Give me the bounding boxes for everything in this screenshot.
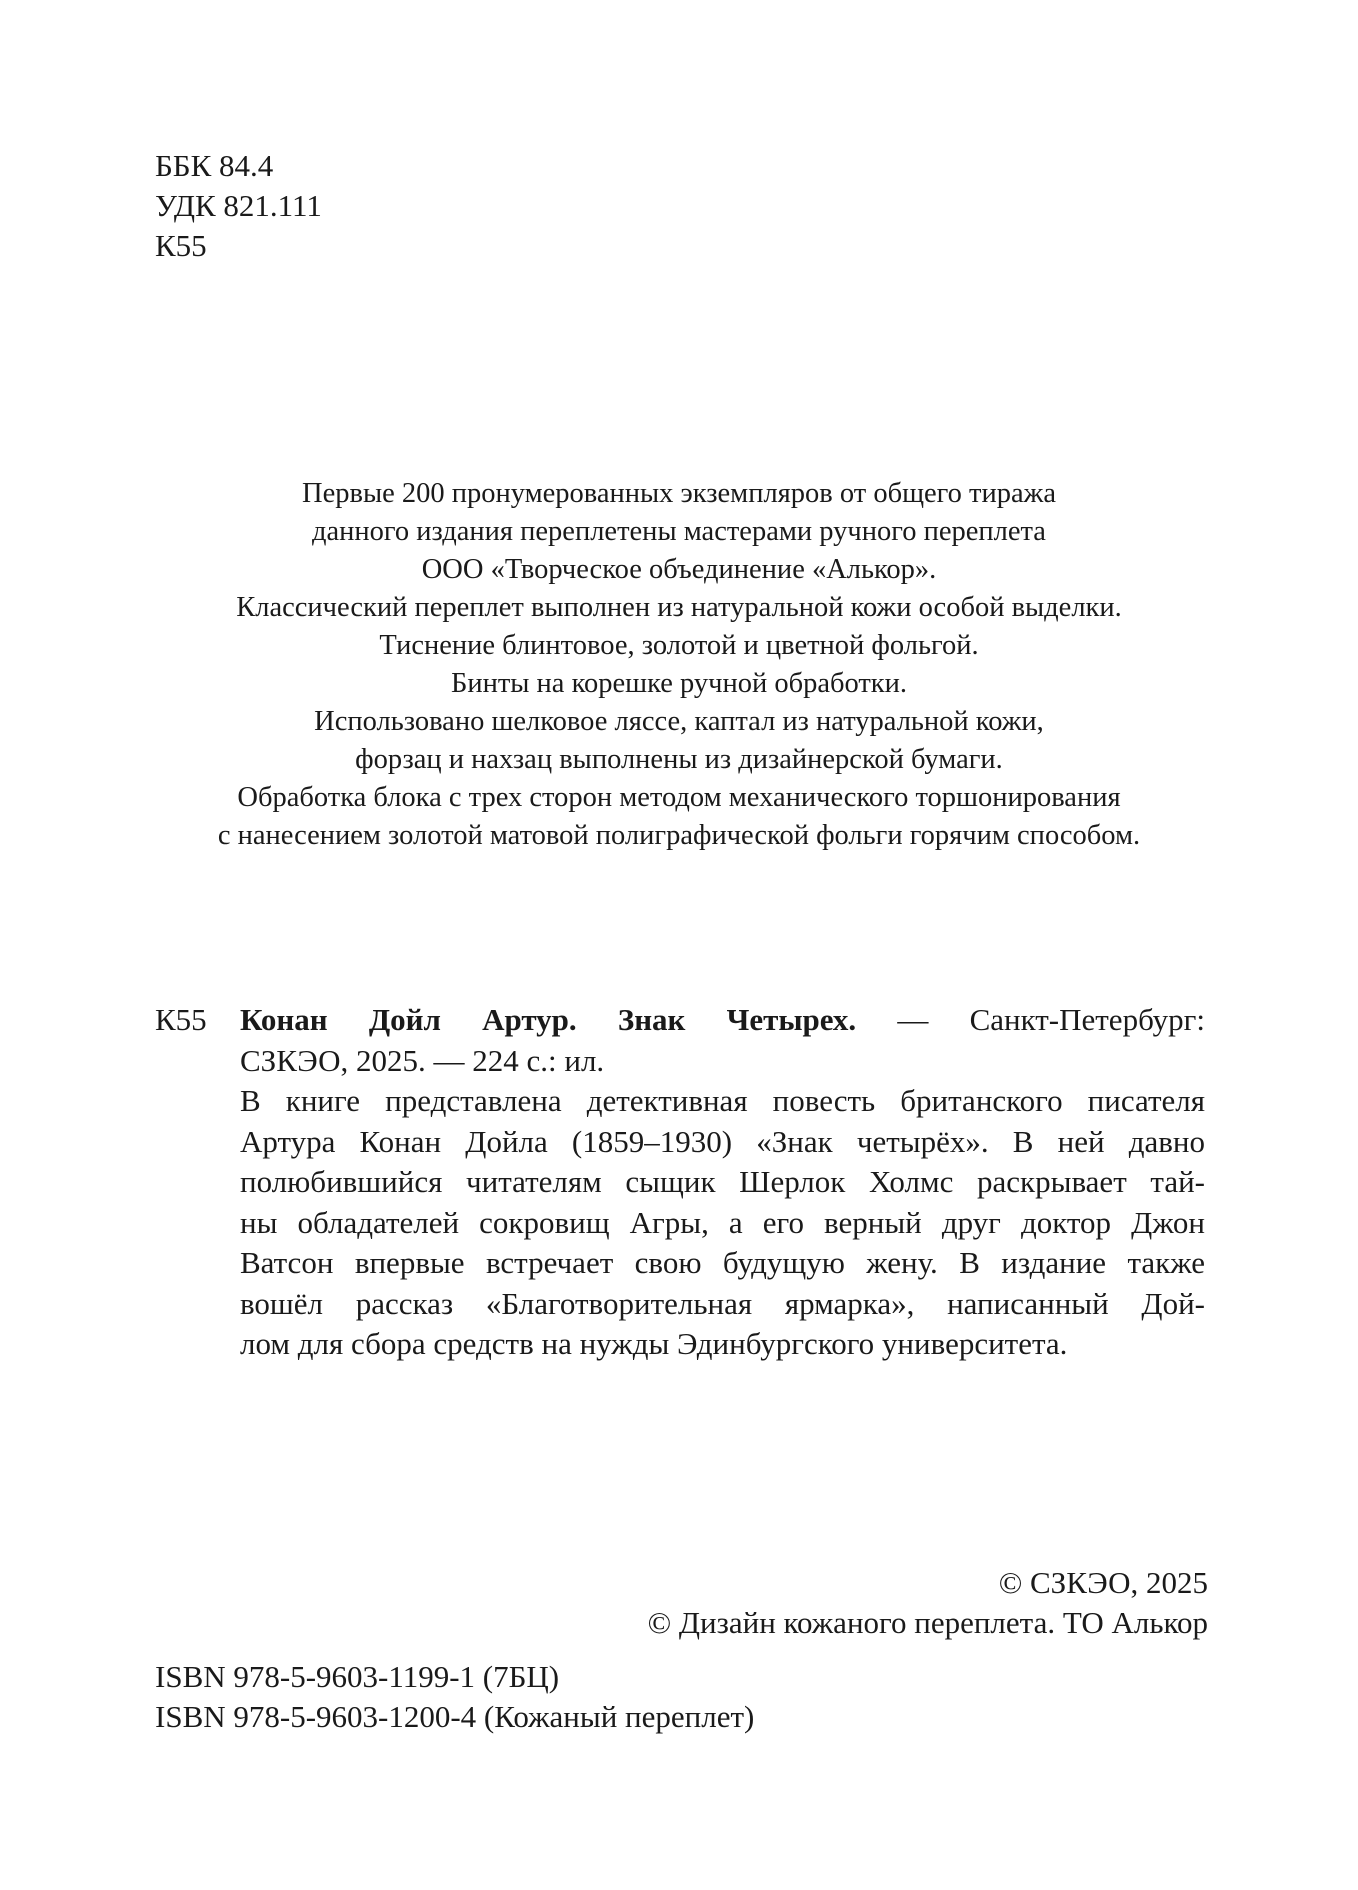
isbn-line: ISBN 978-5-9603-1199-1 (7БЦ) xyxy=(155,1659,560,1694)
annotation-line: Ватсон впервые встречает свою будущую жену. В издание также xyxy=(240,1245,1205,1280)
record-body xyxy=(240,1000,1205,1365)
edition-line: с нанесением золотой матовой полиграфической фольги горячим способом. xyxy=(217,820,1141,851)
edition-line: Первые 200 пронумерованных экземпляров от общего тиража xyxy=(302,478,1056,509)
annotation-line: лом для сбора средств на нужды Эдинбургского университета. xyxy=(240,1326,1068,1361)
record-place: — Санкт-Петербург: xyxy=(856,1002,1205,1037)
edition-line: форзац и нахзац выполнены из дизайнерской бумаги. xyxy=(355,744,1003,775)
bbk-code: ББК 84.4 xyxy=(155,148,274,183)
record-title: Конан Дойл Артур. Знак Четырех. xyxy=(240,1002,857,1037)
edition-line: Обработка блока с трех сторон методом механического торшонирования xyxy=(237,782,1121,813)
edition-line: Бинты на корешке ручной обработки. xyxy=(450,668,908,699)
annotation-line: полюбившийся читателям сыщик Шерлок Холмс раскрывает тай- xyxy=(240,1164,1205,1199)
author-mark: К55 xyxy=(155,228,207,263)
annotation-line: Артура Конан Дойла (1859–1930) «Знак четырёх». В ней давно xyxy=(240,1123,1205,1159)
edition-line: Использовано шелковое ляссе, каптал из натуральной кожи, xyxy=(314,706,1044,737)
record-imprint: СЗКЭО, 2025. — 224 с.: ил. xyxy=(240,1042,605,1078)
copyright-block xyxy=(648,1563,1208,1643)
udk-code: УДК 821.111 xyxy=(155,188,322,223)
edition-line: данного издания переплетены мастерами ручного переплета xyxy=(312,516,1046,547)
copyright-publisher: © СЗКЭО, 2025 xyxy=(998,1565,1208,1600)
record-title-line xyxy=(240,1000,1205,1041)
edition-line: ООО «Творческое объединение «Алькор». xyxy=(421,554,937,585)
annotation-line: ны обладателей сокровищ Агры, а его верный друг доктор Джон xyxy=(240,1204,1205,1240)
copyright-design: © Дизайн кожаного переплета. ТО Алькор xyxy=(647,1605,1208,1640)
annotation-line: вошёл рассказ «Благотворительная ярмарка», написанный Дой- xyxy=(240,1285,1205,1321)
record-index: К55 xyxy=(155,1002,207,1037)
edition-line: Тиснение блинтовое, золотой и цветной фольгой. xyxy=(379,630,979,661)
classification-codes xyxy=(155,146,322,266)
annotation-line: В книге представлена детективная повесть британского писателя xyxy=(240,1083,1205,1118)
edition-line: Классический переплет выполнен из натуральной кожи особой выделки. xyxy=(236,592,1122,623)
isbn-block xyxy=(155,1657,754,1737)
edition-note xyxy=(150,475,1208,855)
isbn-line: ISBN 978-5-9603-1200-4 (Кожаный переплет) xyxy=(155,1699,755,1734)
